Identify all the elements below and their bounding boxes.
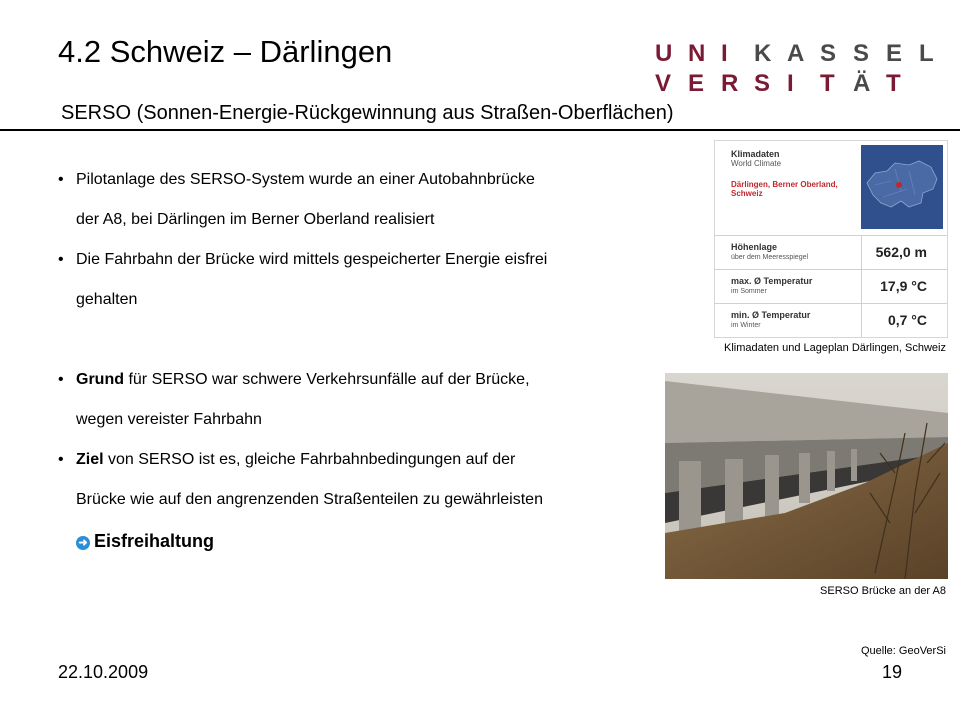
photo-caption: SERSO Brücke an der A8 [820,585,946,597]
climate-source: World Climate [731,159,782,168]
slide-subtitle: SERSO (Sonnen-Energie-Rückgewinnung aus Straßen-Oberflächen) [61,102,674,124]
conclusion-line [58,524,658,558]
climate-row [715,235,947,269]
bullet-continuation [58,280,658,320]
switzerland-map [861,145,943,229]
source-note: Quelle: GeoVerSi [861,645,946,657]
bullet-continuation [58,400,658,440]
climate-value: 562,0 m [875,244,927,260]
bullet-text: Die Fahrbahn der Brücke wird mittels gespeicherter Energie eisfrei [76,251,548,268]
bullet-text: der A8, bei Därlingen im Berner Oberland realisiert [76,211,435,228]
climate-row [715,269,947,303]
bullet-item: • Die Fahrbahn der Brücke wird mittels gespeicherter Energie eisfrei [58,251,548,268]
footer-date: 22.10.2009 [58,662,149,682]
bullet-item: • Ziel von SERSO ist es, gleiche Fahrbahnbedingungen auf der [58,451,516,468]
climate-value: 17,9 °C [880,278,927,294]
bridge-image [665,373,948,579]
climate-card [714,140,948,338]
bullet-keyword: Ziel [76,451,104,468]
bridge-photo [665,373,948,579]
climate-label: min. Ø Temperatur [731,310,811,320]
map-graphic [861,145,943,229]
header-divider [0,129,960,131]
bullet-text: Pilotanlage des SERSO-System wurde an einer Autobahnbrücke [76,171,535,188]
climate-label: max. Ø Temperatur [731,276,813,286]
bullet-keyword: Grund [76,371,124,388]
bullet-list [58,160,658,558]
bullet-text: gehalten [76,291,138,308]
page-number: 19 [881,662,902,682]
bullet-text: wegen vereister Fahrbahn [76,411,262,428]
climate-caption: Klimadaten und Lageplan Därlingen, Schweiz [724,342,946,354]
climate-sublabel: über dem Meeresspiegel [731,254,809,261]
bullet-text: Brücke wie auf den angrenzenden Straßenteilen zu gewährleisten [76,491,543,508]
bullet-continuation [58,200,658,240]
bullet-item: • Pilotanlage des SERSO-System wurde an einer Autobahnbrücke [58,171,535,188]
location-marker [896,182,902,188]
climate-label: Höhenlage [731,242,778,252]
climate-sublabel: im Sommer [731,288,767,295]
conclusion-text: Eisfreihaltung [94,531,215,551]
university-logo: U N I K A S S E L V E R S I T Ä T [655,40,934,97]
slide-title: 4.2 Schweiz – Därlingen [58,34,393,69]
bullet-continuation [58,480,658,520]
climate-sublabel: im Winter [731,322,761,329]
arrow-right-icon: ➜ [76,536,90,550]
climate-row [715,303,947,337]
climate-value: 0,7 °C [887,312,927,328]
climate-heading: Klimadaten [731,149,780,159]
bullet-text: von SERSO ist es, gleiche Fahrbahnbedingungen auf der [103,451,516,468]
bullet-item: • Grund für SERSO war schwere Verkehrsunfälle auf der Brücke, [58,371,530,388]
climate-location: Därlingen, Berner Oberland, Schweiz [731,180,838,198]
bullet-text: für SERSO war schwere Verkehrsunfälle auf der Brücke, [124,371,530,388]
